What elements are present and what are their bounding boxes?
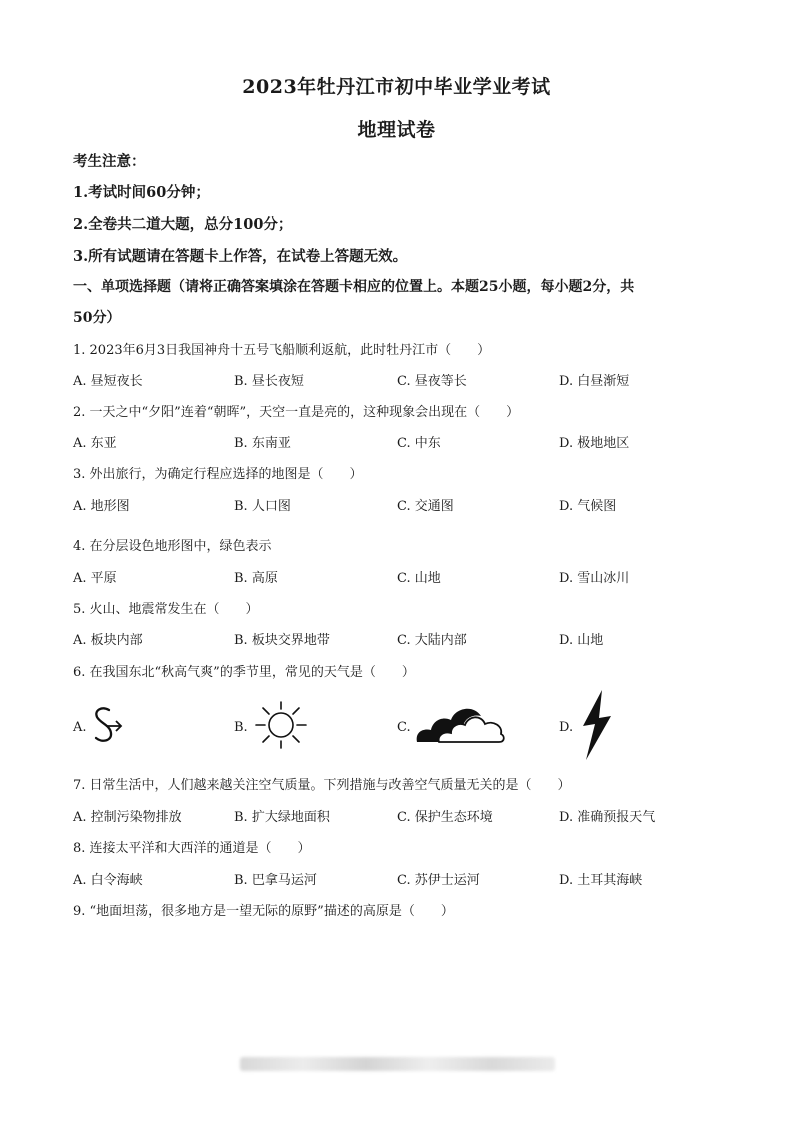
question-2-option-c: C. 中东 xyxy=(397,436,441,451)
question-6-option-d: D. xyxy=(559,720,574,735)
question-7-option-c: C. 保护生态环境 xyxy=(397,810,493,825)
question-3-option-d: D. 气候图 xyxy=(559,499,617,514)
question-3-option-a: A. 地形图 xyxy=(73,499,130,514)
question-8-option-c: C. 苏伊士运河 xyxy=(397,873,480,888)
question-2-option-d: D. 极地地区 xyxy=(559,436,630,451)
question-5-option-b: B. 板块交界地带 xyxy=(234,633,330,648)
exam-title: 2023年牡丹江市初中毕业学业考试 xyxy=(242,76,551,98)
question-4-option-a: A. 平原 xyxy=(73,571,117,586)
notice-heading: 考生注意： xyxy=(73,153,146,170)
question-7-stem: 7. 日常生活中，人们越来越关注空气质量。下列措施与改善空气质量无关的是（ ） xyxy=(73,778,571,793)
question-5-option-c: C. 大陆内部 xyxy=(397,633,467,648)
question-3-option-b: B. 人口图 xyxy=(234,499,291,514)
question-1-option-b: B. 昼长夜短 xyxy=(234,374,304,389)
question-2-option-b: B. 东南亚 xyxy=(234,436,291,451)
question-1-stem: 1. 2023年6月3日我国神舟十五号飞船顺利返航，此时牡丹江市（ ） xyxy=(73,343,491,358)
exam-subtitle: 地理试卷 xyxy=(357,119,436,141)
lightning-icon xyxy=(580,688,614,762)
question-6-stem: 6. 在我国东北“秋高气爽”的季节里，常见的天气是（ ） xyxy=(73,665,415,680)
question-5-option-a: A. 板块内部 xyxy=(73,633,143,648)
question-7-option-b: B. 扩大绿地面积 xyxy=(234,810,330,825)
question-5-option-d: D. 山地 xyxy=(559,633,604,648)
blurred-watermark xyxy=(240,1057,555,1071)
question-9-stem: 9. “地面坦荡，很多地方是一望无际的原野”描述的高原是（ ） xyxy=(73,904,454,919)
question-2-option-a: A. 东亚 xyxy=(73,436,117,451)
question-4-stem: 4. 在分层设色地形图中，绿色表示 xyxy=(73,539,272,554)
question-1-option-a: A. 昼短夜长 xyxy=(73,374,143,389)
question-6-option-b: B. xyxy=(234,720,248,735)
sandstorm-icon xyxy=(90,705,130,747)
question-3-stem: 3. 外出旅行，为确定行程应选择的地图是（ ） xyxy=(73,467,363,482)
question-1-option-c: C. 昼夜等长 xyxy=(397,374,467,389)
question-8-option-b: B. 巴拿马运河 xyxy=(234,873,317,888)
question-3-option-c: C. 交通图 xyxy=(397,499,454,514)
cloudy-icon xyxy=(413,700,507,746)
notice-item-1: 1.考试时间60分钟； xyxy=(73,184,210,201)
question-7-option-d: D. 准确预报天气 xyxy=(559,810,656,825)
question-2-stem: 2. 一天之中“夕阳”连着“朝晖”，天空一直是亮的，这种现象会出现在（ ） xyxy=(73,405,520,420)
section-heading-line1: 一、单项选择题（请将正确答案填涂在答题卡相应的位置上。本题25小题，每小题2分，共 xyxy=(73,279,635,295)
question-8-option-a: A. 白令海峡 xyxy=(73,873,143,888)
sunny-icon xyxy=(252,700,310,750)
question-8-option-d: D. 土耳其海峡 xyxy=(559,873,643,888)
question-4-option-d: D. 雪山冰川 xyxy=(559,571,630,586)
notice-item-2: 2.全卷共二道大题，总分100分； xyxy=(73,216,293,233)
question-1-option-d: D. 白昼渐短 xyxy=(559,374,630,389)
question-7-option-a: A. 控制污染物排放 xyxy=(73,810,182,825)
question-6-option-a: A. xyxy=(73,720,87,735)
question-8-stem: 8. 连接太平洋和大西洋的通道是（ ） xyxy=(73,841,311,856)
question-4-option-b: B. 高原 xyxy=(234,571,278,586)
section-heading-line2: 50分） xyxy=(73,310,121,326)
question-4-option-c: C. 山地 xyxy=(397,571,441,586)
notice-item-3: 3.所有试题请在答题卡上作答，在试卷上答题无效。 xyxy=(73,248,408,265)
question-6-option-c: C. xyxy=(397,720,411,735)
question-5-stem: 5. 火山、地震常发生在（ ） xyxy=(73,602,259,617)
